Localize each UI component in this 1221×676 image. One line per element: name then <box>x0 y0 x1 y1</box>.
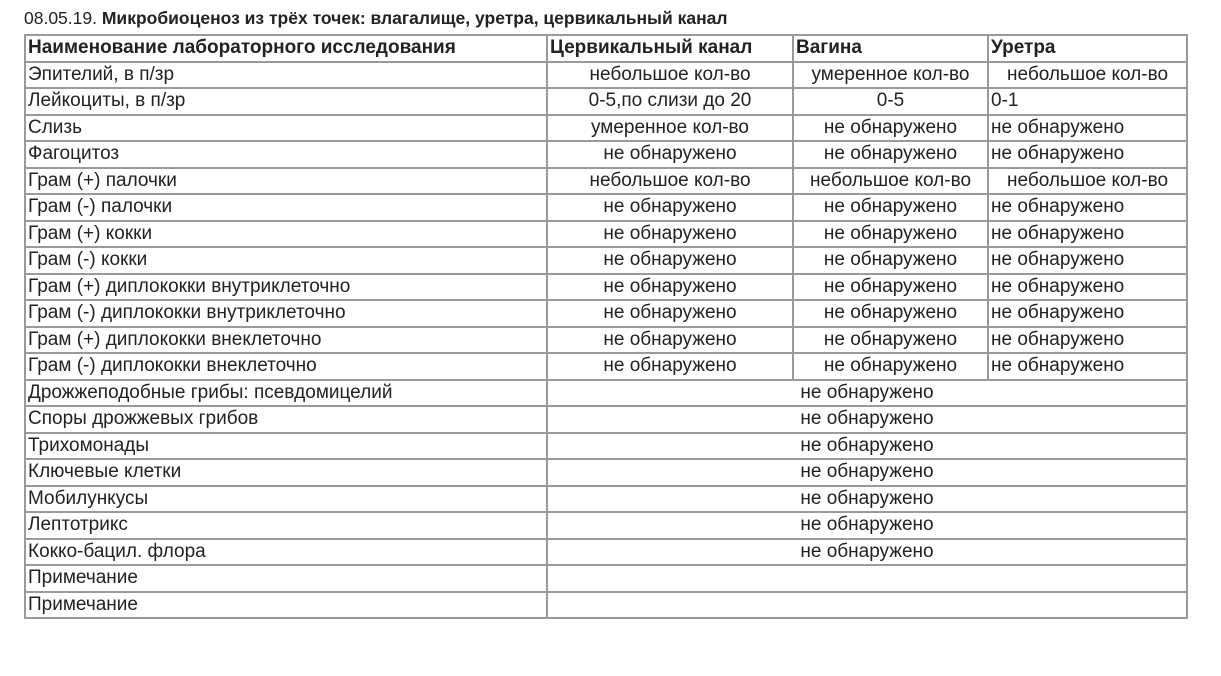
table-header-row <box>25 35 1187 62</box>
urethra-value: не обнаружено <box>988 221 1187 248</box>
cervical-canal-value: не обнаружено <box>547 247 793 274</box>
urethra-value: не обнаружено <box>988 115 1187 142</box>
table-row <box>25 194 1187 221</box>
table-row <box>25 539 1187 566</box>
vagina-value: не обнаружено <box>793 327 988 354</box>
urethra-value: небольшое кол-во <box>988 62 1187 89</box>
urethra-value: не обнаружено <box>988 327 1187 354</box>
vagina-value: не обнаружено <box>793 353 988 380</box>
lab-results-table <box>24 34 1188 619</box>
table-row <box>25 380 1187 407</box>
table-row <box>25 512 1187 539</box>
cervical-canal-value: небольшое кол-во <box>547 168 793 195</box>
test-name-cell: Примечание <box>25 565 547 592</box>
cervical-canal-value: не обнаружено <box>547 327 793 354</box>
test-name-cell: Примечание <box>25 592 547 619</box>
urethra-value: не обнаружено <box>988 247 1187 274</box>
vagina-value: небольшое кол-во <box>793 168 988 195</box>
urethra-value: не обнаружено <box>988 274 1187 301</box>
vagina-value: не обнаружено <box>793 274 988 301</box>
table-row <box>25 274 1187 301</box>
header-cervical-canal: Цервикальный канал <box>547 35 793 62</box>
test-name-cell: Грам (-) диплококки внеклеточно <box>25 353 547 380</box>
merged-value-cell: не обнаружено <box>547 486 1187 513</box>
cervical-canal-value: не обнаружено <box>547 300 793 327</box>
table-row <box>25 168 1187 195</box>
test-name-cell: Кокко-бацил. флора <box>25 539 547 566</box>
test-name-cell: Лептотрикс <box>25 512 547 539</box>
urethra-value: не обнаружено <box>988 194 1187 221</box>
test-name-cell: Споры дрожжевых грибов <box>25 406 547 433</box>
test-name-cell: Грам (+) диплококки внеклеточно <box>25 327 547 354</box>
table-row <box>25 406 1187 433</box>
table-row <box>25 300 1187 327</box>
test-name-cell: Лейкоциты, в п/зр <box>25 88 547 115</box>
cervical-canal-value: не обнаружено <box>547 221 793 248</box>
vagina-value: не обнаружено <box>793 300 988 327</box>
merged-value-cell: не обнаружено <box>547 406 1187 433</box>
test-name-cell: Фагоцитоз <box>25 141 547 168</box>
vagina-value: умеренное кол-во <box>793 62 988 89</box>
vagina-value: не обнаружено <box>793 194 988 221</box>
table-row <box>25 115 1187 142</box>
vagina-value: не обнаружено <box>793 141 988 168</box>
test-name-cell: Грам (-) кокки <box>25 247 547 274</box>
test-name-cell: Грам (+) палочки <box>25 168 547 195</box>
table-row <box>25 247 1187 274</box>
vagina-value: не обнаружено <box>793 221 988 248</box>
report-title: Микробиоценоз из трёх точек: влагалище, уретра, цервикальный канал <box>101 8 728 28</box>
table-row <box>25 486 1187 513</box>
cervical-canal-value: умеренное кол-во <box>547 115 793 142</box>
urethra-value: не обнаружено <box>988 300 1187 327</box>
test-name-cell: Грам (-) палочки <box>25 194 547 221</box>
vagina-value: 0-5 <box>793 88 988 115</box>
table-row <box>25 459 1187 486</box>
test-name-cell: Слизь <box>25 115 547 142</box>
cervical-canal-value: не обнаружено <box>547 353 793 380</box>
test-name-cell: Грам (-) диплококки внутриклеточно <box>25 300 547 327</box>
table-row <box>25 592 1187 619</box>
report-date: 08.05.19. <box>24 8 97 28</box>
test-name-cell: Грам (+) диплококки внутриклеточно <box>25 274 547 301</box>
urethra-value: небольшое кол-во <box>988 168 1187 195</box>
merged-value-cell <box>547 565 1187 592</box>
cervical-canal-value: 0-5,по слизи до 20 <box>547 88 793 115</box>
cervical-canal-value: не обнаружено <box>547 194 793 221</box>
cervical-canal-value: не обнаружено <box>547 274 793 301</box>
merged-value-cell: не обнаружено <box>547 459 1187 486</box>
test-name-cell: Ключевые клетки <box>25 459 547 486</box>
urethra-value: 0-1 <box>988 88 1187 115</box>
report-heading <box>24 6 728 30</box>
table-row <box>25 353 1187 380</box>
cervical-canal-value: небольшое кол-во <box>547 62 793 89</box>
table-row <box>25 62 1187 89</box>
test-name-cell: Мобилункусы <box>25 486 547 513</box>
urethra-value: не обнаружено <box>988 141 1187 168</box>
merged-value-cell: не обнаружено <box>547 512 1187 539</box>
table-body <box>25 62 1187 619</box>
urethra-value: не обнаружено <box>988 353 1187 380</box>
header-test-name: Наименование лабораторного исследования <box>25 35 547 62</box>
test-name-cell: Трихомонады <box>25 433 547 460</box>
table-row <box>25 88 1187 115</box>
vagina-value: не обнаружено <box>793 115 988 142</box>
table-row <box>25 565 1187 592</box>
merged-value-cell: не обнаружено <box>547 380 1187 407</box>
merged-value-cell <box>547 592 1187 619</box>
header-vagina: Вагина <box>793 35 988 62</box>
merged-value-cell: не обнаружено <box>547 539 1187 566</box>
table-row <box>25 221 1187 248</box>
header-urethra: Уретра <box>988 35 1187 62</box>
table-row <box>25 141 1187 168</box>
table-row <box>25 433 1187 460</box>
cervical-canal-value: не обнаружено <box>547 141 793 168</box>
vagina-value: не обнаружено <box>793 247 988 274</box>
test-name-cell: Дрожжеподобные грибы: псевдомицелий <box>25 380 547 407</box>
table-row <box>25 327 1187 354</box>
merged-value-cell: не обнаружено <box>547 433 1187 460</box>
test-name-cell: Грам (+) кокки <box>25 221 547 248</box>
test-name-cell: Эпителий, в п/зр <box>25 62 547 89</box>
